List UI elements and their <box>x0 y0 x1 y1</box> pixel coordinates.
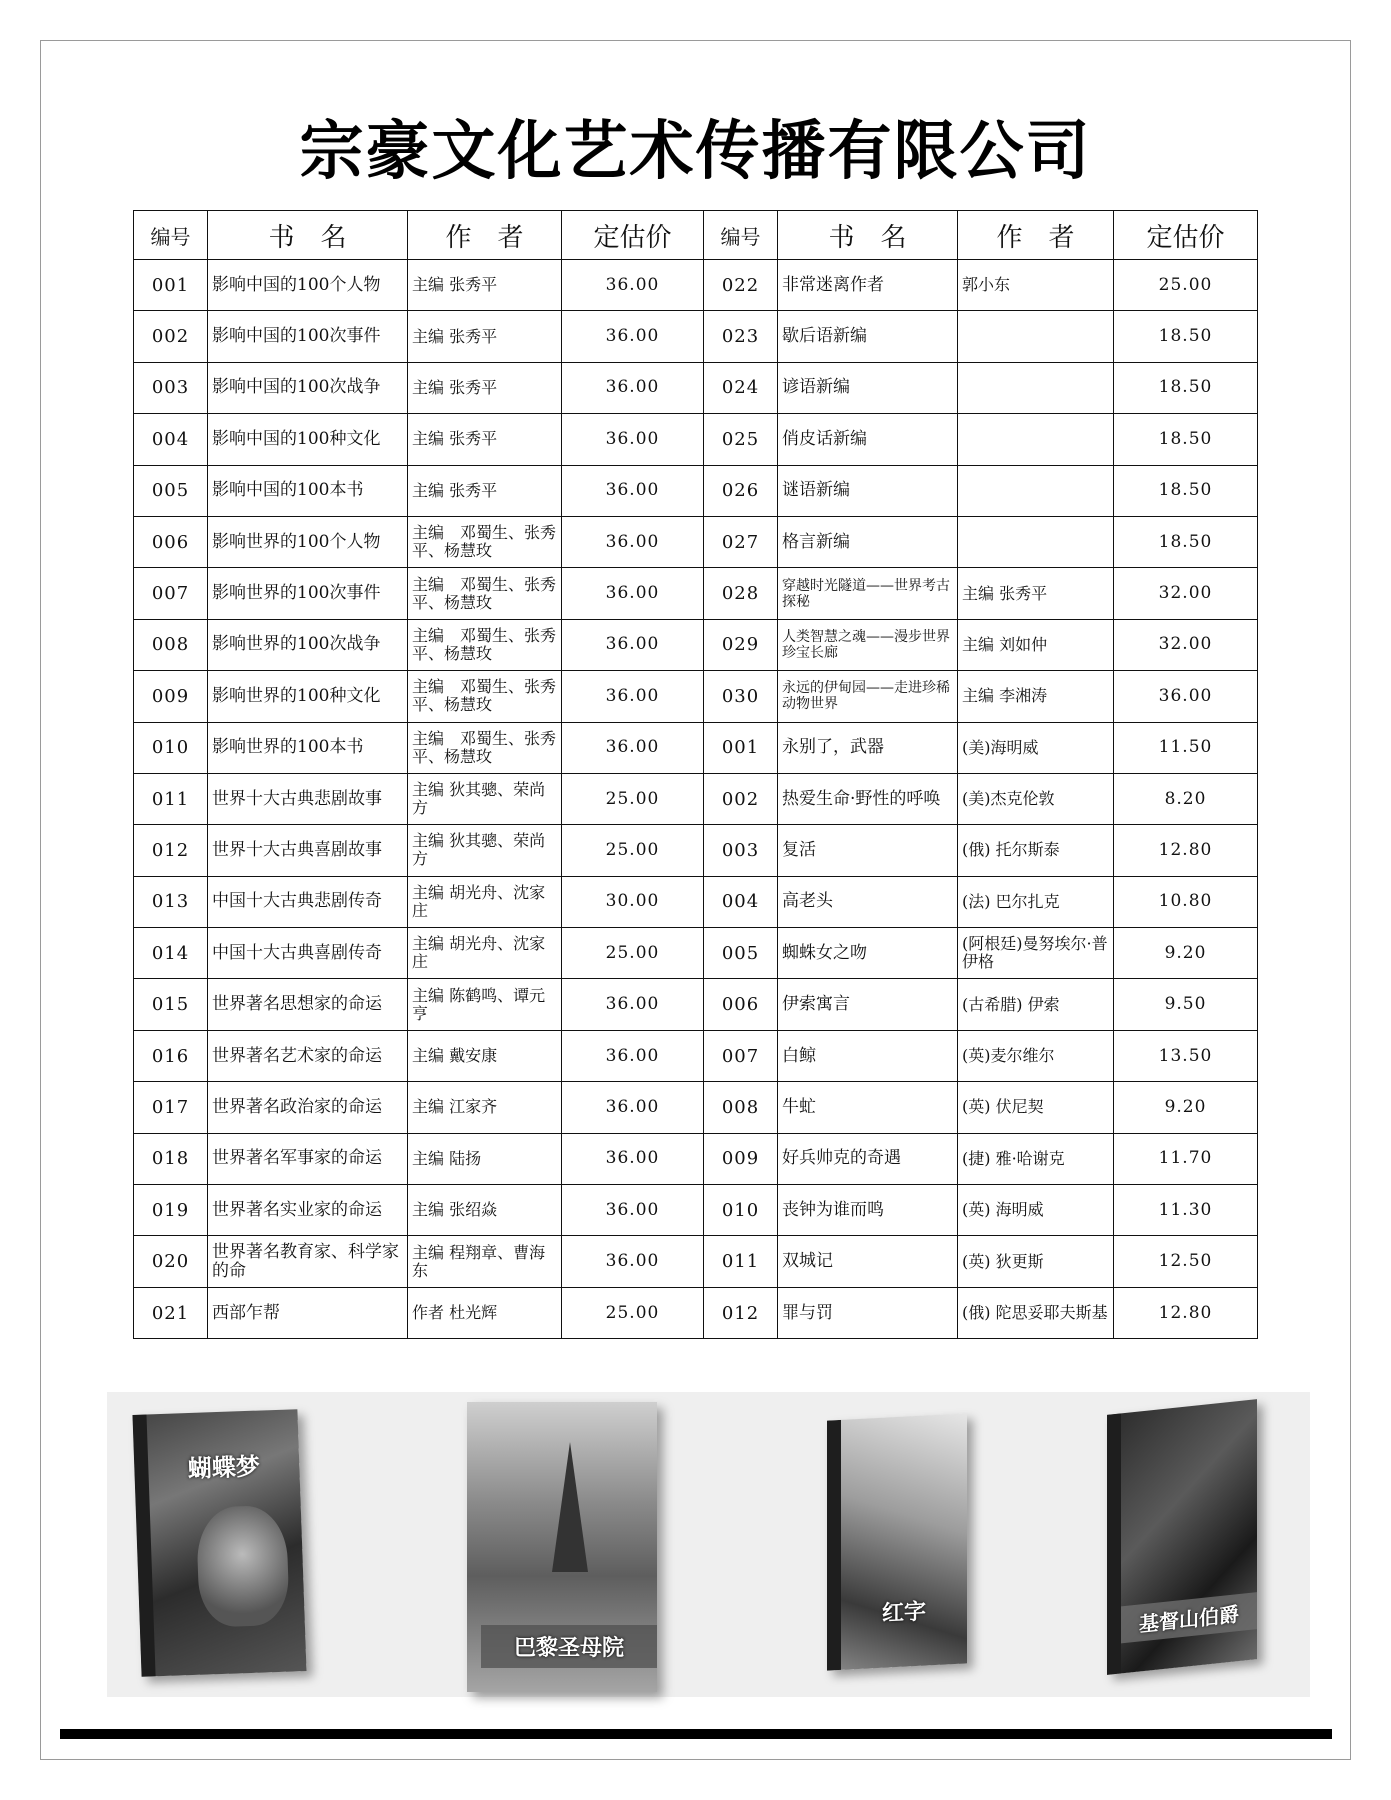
book-price: 32.00 <box>1114 568 1258 619</box>
table-row <box>134 928 704 979</box>
book-price: 18.50 <box>1114 362 1258 413</box>
book-price: 36.00 <box>562 1236 704 1287</box>
book-spine <box>827 1420 841 1671</box>
book-number: 002 <box>704 773 778 824</box>
book-number: 003 <box>134 362 208 413</box>
header-title: 书 名 <box>778 211 958 260</box>
book-price: 25.00 <box>562 1287 704 1338</box>
table-header-row <box>704 211 1258 260</box>
table-row <box>134 414 704 465</box>
book-number: 022 <box>704 260 778 311</box>
book-number: 011 <box>134 773 208 824</box>
book-number: 010 <box>134 722 208 773</box>
book-number: 012 <box>704 1287 778 1338</box>
book-author: 主编 张秀平 <box>958 568 1114 619</box>
book-author: (美)杰克伦敦 <box>958 773 1114 824</box>
table-row <box>134 260 704 311</box>
book-author <box>958 362 1114 413</box>
book-number: 001 <box>704 722 778 773</box>
book-title: 世界十大古典喜剧故事 <box>208 825 408 876</box>
book-author: 主编 陆扬 <box>408 1133 562 1184</box>
book-author: (法) 巴尔扎克 <box>958 876 1114 927</box>
book-price: 36.00 <box>562 671 704 722</box>
table-row <box>704 1133 1258 1184</box>
table-header-row <box>134 211 704 260</box>
book-author: 主编 邓蜀生、张秀平、杨慧玫 <box>408 516 562 567</box>
book-author: 主编 邓蜀生、张秀平、杨慧玫 <box>408 568 562 619</box>
table-body-right <box>704 260 1258 1339</box>
book-number: 025 <box>704 414 778 465</box>
book-title: 罪与罚 <box>778 1287 958 1338</box>
book-price: 9.20 <box>1114 1082 1258 1133</box>
book-number: 024 <box>704 362 778 413</box>
book-number: 001 <box>134 260 208 311</box>
book-title: 影响中国的100种文化 <box>208 414 408 465</box>
book-title: 影响中国的100次战争 <box>208 362 408 413</box>
book-title: 非常迷离作者 <box>778 260 958 311</box>
table-row <box>704 260 1258 311</box>
book-number: 015 <box>134 979 208 1030</box>
book-cover-title: 蝴蝶梦 <box>187 1452 261 1484</box>
book-title: 永别了，武器 <box>778 722 958 773</box>
book-author: (俄) 陀思妥耶夫斯基 <box>958 1287 1114 1338</box>
book-number: 004 <box>704 876 778 927</box>
book-author: 作者 杜光辉 <box>408 1287 562 1338</box>
book-author: (英) 狄更斯 <box>958 1236 1114 1287</box>
book-title: 伊索寓言 <box>778 979 958 1030</box>
header-author: 作 者 <box>408 211 562 260</box>
cathedral-image <box>552 1442 588 1572</box>
book-number: 010 <box>704 1185 778 1236</box>
book-cover <box>467 1402 657 1692</box>
book-title: 谚语新编 <box>778 362 958 413</box>
book-number: 019 <box>134 1185 208 1236</box>
book-number: 021 <box>134 1287 208 1338</box>
book-price: 25.00 <box>562 825 704 876</box>
book-number: 012 <box>134 825 208 876</box>
book-price: 32.00 <box>1114 619 1258 670</box>
table-row <box>134 1030 704 1081</box>
table-row <box>704 928 1258 979</box>
table-row <box>704 414 1258 465</box>
book-number: 013 <box>134 876 208 927</box>
table-row <box>134 1185 704 1236</box>
book-price: 8.20 <box>1114 773 1258 824</box>
book-price: 10.80 <box>1114 876 1258 927</box>
company-title: 宗豪文化艺术传播有限公司 <box>299 115 1092 189</box>
book-price: 25.00 <box>562 773 704 824</box>
book-author <box>958 516 1114 567</box>
book-spine <box>1107 1413 1121 1674</box>
table-row <box>134 1287 704 1338</box>
book-cover <box>1107 1399 1257 1675</box>
book-number: 005 <box>704 928 778 979</box>
book-price: 18.50 <box>1114 465 1258 516</box>
book-title: 谜语新编 <box>778 465 958 516</box>
book-title: 俏皮话新编 <box>778 414 958 465</box>
book-number: 030 <box>704 671 778 722</box>
book-price: 36.00 <box>562 465 704 516</box>
book-price: 30.00 <box>562 876 704 927</box>
header-price: 定估价 <box>1114 211 1258 260</box>
book-number: 006 <box>134 516 208 567</box>
book-price: 13.50 <box>1114 1030 1258 1081</box>
book-author: 主编 李湘涛 <box>958 671 1114 722</box>
book-number: 018 <box>134 1133 208 1184</box>
catalog-table-left <box>133 210 704 1339</box>
book-author <box>958 465 1114 516</box>
book-price: 36.00 <box>562 260 704 311</box>
book-price: 36.00 <box>562 619 704 670</box>
book-author: 主编 张绍焱 <box>408 1185 562 1236</box>
book-number: 003 <box>704 825 778 876</box>
table-row <box>704 722 1258 773</box>
book-number: 008 <box>704 1082 778 1133</box>
book-author: (英)麦尔维尔 <box>958 1030 1114 1081</box>
table-row <box>134 311 704 362</box>
book-author: 主编 胡光舟、沈家庄 <box>408 928 562 979</box>
table-row <box>134 979 704 1030</box>
book-price: 25.00 <box>562 928 704 979</box>
book-price: 36.00 <box>1114 671 1258 722</box>
book-number: 004 <box>134 414 208 465</box>
book-title: 格言新编 <box>778 516 958 567</box>
book-price: 12.80 <box>1114 825 1258 876</box>
table-row <box>134 619 704 670</box>
book-cover-title: 巴黎圣母院 <box>481 1625 657 1668</box>
book-title: 影响中国的100个人物 <box>208 260 408 311</box>
table-row <box>134 362 704 413</box>
table-row <box>704 825 1258 876</box>
book-title: 热爱生命·野性的呼唤 <box>778 773 958 824</box>
book-cover-title: 红字 <box>881 1599 926 1627</box>
book-title: 高老头 <box>778 876 958 927</box>
book-title: 影响世界的100次事件 <box>208 568 408 619</box>
book-price: 18.50 <box>1114 516 1258 567</box>
book-title: 世界著名军事家的命运 <box>208 1133 408 1184</box>
book-author: 主编 江家齐 <box>408 1082 562 1133</box>
book-number: 026 <box>704 465 778 516</box>
book-price: 36.00 <box>562 1082 704 1133</box>
table-row <box>704 1236 1258 1287</box>
book-number: 007 <box>704 1030 778 1081</box>
book-author: 主编 张秀平 <box>408 362 562 413</box>
book-author: 主编 陈鹤鸣、谭元亨 <box>408 979 562 1030</box>
table-row <box>704 516 1258 567</box>
book-price: 9.20 <box>1114 928 1258 979</box>
header-price: 定估价 <box>562 211 704 260</box>
book-price: 11.70 <box>1114 1133 1258 1184</box>
book-title: 世界著名教育家、科学家的命 <box>208 1236 408 1287</box>
book-title: 复活 <box>778 825 958 876</box>
book-author: 主编 戴安康 <box>408 1030 562 1081</box>
book-number: 029 <box>704 619 778 670</box>
book-author: 主编 胡光舟、沈家庄 <box>408 876 562 927</box>
book-title: 丧钟为谁而鸣 <box>778 1185 958 1236</box>
book-cover-strip <box>107 1392 1310 1697</box>
book-author <box>958 311 1114 362</box>
header-title: 书 名 <box>208 211 408 260</box>
book-author: (古希腊) 伊索 <box>958 979 1114 1030</box>
book-author: 主编 程翔章、曹海东 <box>408 1236 562 1287</box>
book-number: 020 <box>134 1236 208 1287</box>
book-title: 永远的伊甸园——走进珍稀动物世界 <box>778 671 958 722</box>
book-price: 25.00 <box>1114 260 1258 311</box>
table-row <box>704 1287 1258 1338</box>
book-title: 世界著名实业家的命运 <box>208 1185 408 1236</box>
table-row <box>704 671 1258 722</box>
book-author: 主编 刘如仲 <box>958 619 1114 670</box>
book-title: 影响世界的100本书 <box>208 722 408 773</box>
book-number: 006 <box>704 979 778 1030</box>
table-row <box>134 671 704 722</box>
book-author: 主编 张秀平 <box>408 311 562 362</box>
book-price: 18.50 <box>1114 311 1258 362</box>
book-price: 12.80 <box>1114 1287 1258 1338</box>
book-title: 世界十大古典悲剧故事 <box>208 773 408 824</box>
book-title: 影响世界的100个人物 <box>208 516 408 567</box>
table-row <box>134 1133 704 1184</box>
book-price: 36.00 <box>562 979 704 1030</box>
book-author: 主编 邓蜀生、张秀平、杨慧玫 <box>408 619 562 670</box>
book-number: 023 <box>704 311 778 362</box>
book-title: 蜘蛛女之吻 <box>778 928 958 979</box>
book-title: 双城记 <box>778 1236 958 1287</box>
book-author: 主编 张秀平 <box>408 465 562 516</box>
book-cover <box>827 1413 967 1670</box>
book-number: 028 <box>704 568 778 619</box>
book-price: 36.00 <box>562 722 704 773</box>
book-number: 009 <box>134 671 208 722</box>
table-row <box>704 362 1258 413</box>
book-title: 中国十大古典喜剧传奇 <box>208 928 408 979</box>
book-title: 影响中国的100次事件 <box>208 311 408 362</box>
book-number: 005 <box>134 465 208 516</box>
book-price: 36.00 <box>562 311 704 362</box>
table-row <box>134 1236 704 1287</box>
bottom-rule <box>60 1729 1332 1739</box>
book-author: (捷) 雅·哈谢克 <box>958 1133 1114 1184</box>
header-no: 编号 <box>134 211 208 260</box>
book-price: 36.00 <box>562 1030 704 1081</box>
table-row <box>704 1030 1258 1081</box>
table-row <box>134 465 704 516</box>
table-row <box>704 465 1258 516</box>
table-row <box>704 568 1258 619</box>
book-price: 12.50 <box>1114 1236 1258 1287</box>
table-row <box>704 1185 1258 1236</box>
book-number: 017 <box>134 1082 208 1133</box>
book-title: 影响世界的100次战争 <box>208 619 408 670</box>
book-title: 穿越时光隧道——世界考古探秘 <box>778 568 958 619</box>
book-author: 主编 狄其骢、荣尚方 <box>408 825 562 876</box>
book-title: 影响中国的100本书 <box>208 465 408 516</box>
table-row <box>704 979 1258 1030</box>
book-author: 主编 邓蜀生、张秀平、杨慧玫 <box>408 722 562 773</box>
table-row <box>704 773 1258 824</box>
book-price: 36.00 <box>562 516 704 567</box>
book-title: 人类智慧之魂——漫步世界珍宝长廊 <box>778 619 958 670</box>
book-title: 世界著名思想家的命运 <box>208 979 408 1030</box>
book-number: 011 <box>704 1236 778 1287</box>
book-title: 歇后语新编 <box>778 311 958 362</box>
book-price: 36.00 <box>562 1185 704 1236</box>
book-author: (阿根廷)曼努埃尔·普伊格 <box>958 928 1114 979</box>
book-title: 好兵帅克的奇遇 <box>778 1133 958 1184</box>
table-row <box>134 516 704 567</box>
book-cover-title: 基督山伯爵 <box>1121 1592 1257 1643</box>
table-row <box>704 1082 1258 1133</box>
book-cover <box>132 1409 306 1677</box>
book-author: (美)海明威 <box>958 722 1114 773</box>
book-number: 016 <box>134 1030 208 1081</box>
book-author <box>958 414 1114 465</box>
book-title: 世界著名艺术家的命运 <box>208 1030 408 1081</box>
book-number: 002 <box>134 311 208 362</box>
table-row <box>134 568 704 619</box>
book-author: 郭小东 <box>958 260 1114 311</box>
book-title: 白鲸 <box>778 1030 958 1081</box>
book-author: 主编 狄其骢、荣尚方 <box>408 773 562 824</box>
book-number: 009 <box>704 1133 778 1184</box>
book-author: (俄) 托尔斯泰 <box>958 825 1114 876</box>
table-row <box>704 311 1258 362</box>
table-row <box>704 619 1258 670</box>
book-price: 9.50 <box>1114 979 1258 1030</box>
book-number: 008 <box>134 619 208 670</box>
book-number: 027 <box>704 516 778 567</box>
book-number: 007 <box>134 568 208 619</box>
book-price: 11.30 <box>1114 1185 1258 1236</box>
book-author: 主编 邓蜀生、张秀平、杨慧玫 <box>408 671 562 722</box>
book-price: 36.00 <box>562 362 704 413</box>
table-row <box>134 876 704 927</box>
book-title: 西部乍帮 <box>208 1287 408 1338</box>
book-title: 中国十大古典悲剧传奇 <box>208 876 408 927</box>
table-row <box>134 722 704 773</box>
book-price: 11.50 <box>1114 722 1258 773</box>
book-price: 18.50 <box>1114 414 1258 465</box>
book-price: 36.00 <box>562 568 704 619</box>
portrait-image <box>196 1505 290 1628</box>
book-title: 牛虻 <box>778 1082 958 1133</box>
book-title: 影响世界的100种文化 <box>208 671 408 722</box>
book-price: 36.00 <box>562 1133 704 1184</box>
book-author: 主编 张秀平 <box>408 260 562 311</box>
table-row <box>134 773 704 824</box>
table-body-left <box>134 260 704 1339</box>
header-author: 作 者 <box>958 211 1114 260</box>
table-row <box>134 825 704 876</box>
book-author: 主编 张秀平 <box>408 414 562 465</box>
table-row <box>704 876 1258 927</box>
book-author: (英) 伏尼契 <box>958 1082 1114 1133</box>
catalog-table-right <box>703 210 1258 1339</box>
book-author: (英) 海明威 <box>958 1185 1114 1236</box>
book-price: 36.00 <box>562 414 704 465</box>
book-number: 014 <box>134 928 208 979</box>
book-title: 世界著名政治家的命运 <box>208 1082 408 1133</box>
table-row <box>134 1082 704 1133</box>
header-no: 编号 <box>704 211 778 260</box>
